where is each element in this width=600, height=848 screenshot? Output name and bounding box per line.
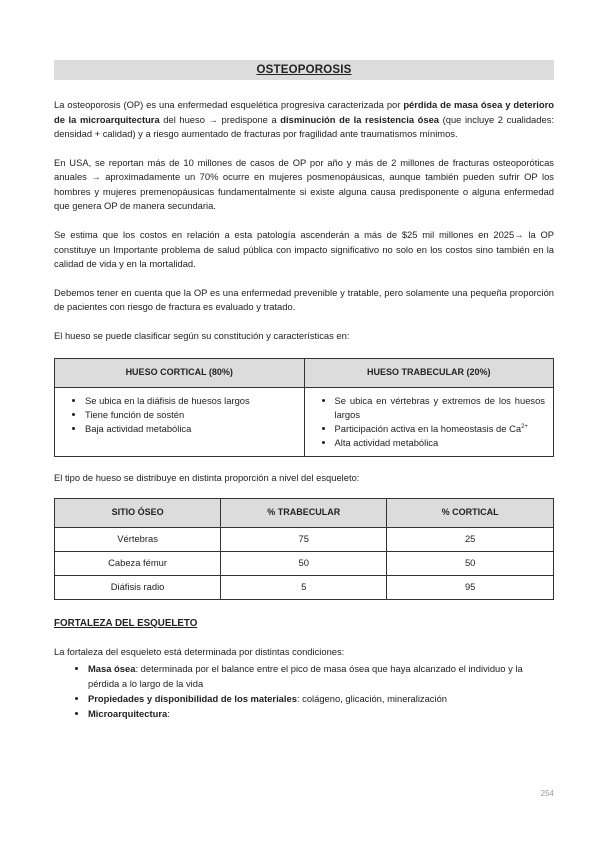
paragraph-distribution: El tipo de hueso se distribuye en distinta proporción a nivel del esqueleto:: [54, 471, 360, 483]
table-header: % CORTICAL: [387, 498, 554, 527]
table-header: SITIO ÓSEO: [55, 498, 221, 527]
table-row: Diáfisis radio 5 95: [55, 575, 554, 599]
list-item: • Tiene función de sostén: [85, 408, 296, 422]
table-row: Cabeza fémur 50 50: [55, 551, 554, 575]
list-item: • Participación activa en la homeostasis de $Ca^{2+}$: [335, 422, 546, 436]
table-header-cortical: HUESO CORTICAL (80%): [55, 358, 305, 387]
list-item: • Se ubica en vértebras y extremos de los huesos largos: [335, 394, 546, 422]
paragraph-definition: La osteoporosis (OP) es una enfermedad esquelética progresiva caracterizada por pérdida de masa ósea y deterioro de la microarquitectura del hueso → predispone a disminución de la resistencia ósea (que incluye 2 cualidades: densidad + calidad) y a riesgo aumentado de fracturas por fragilidad ante traumatismos mínimos.: [54, 99, 554, 140]
title-bar: [54, 60, 554, 80]
paragraph-strength: La fortaleza del esqueleto está determinada por distintas condiciones:: [54, 645, 345, 657]
paragraph-classification: El hueso se puede clasificar según su constitución y características en:: [54, 329, 350, 341]
list-item: • Se ubica en la diáfisis de huesos largos: [85, 394, 296, 408]
table-header-trabecular: HUESO TRABECULAR (20%): [304, 358, 554, 387]
list-item: • Masa ósea: determinada por el balance entre el pico de masa ósea que haya alcanzado el individuo y la pérdida a lo largo de la vida: [88, 661, 554, 691]
strength-list: [54, 661, 554, 721]
paragraph-epidemiology: En USA, se reportan más de 10 millones de casos de OP por año y más de 2 millones de fracturas osteoporóticas anuales → aproximadamente un 70% ocurre en mujeres posmenopáusicas, aunque también pueden sufrir OP los hombres y mujeres premenopáusicas fundamentalmente si existe alguna causa predisponente o alguna enfermedad que genera OP de manera secundaria.: [54, 156, 554, 212]
paragraph-costs: Se estima que los costos en relación a esta patología ascenderán a más de $25 mil millones en 2025→ la OP constituye un Importante problema de salud pública con impacto significativo no solo en los costos sino también en la calidad de vida y en la mortalidad.: [54, 229, 554, 270]
list-item: • Microarquitectura:: [88, 706, 554, 721]
list-item: • Baja actividad metabólica: [85, 422, 296, 436]
document-page: [54, 60, 554, 721]
list-item: • Propiedades y disponibilidad de los materiales: colágeno, glicación, mineralización: [88, 691, 554, 706]
paragraph-prevention: Debemos tener en cuenta que la OP es una enfermedad prevenible y tratable, pero solamente una pequeña proporción de pacientes con riesgo de fractura es evaluado y tratado.: [54, 286, 554, 313]
trabecular-cell: [304, 387, 554, 456]
table-row: Vértebras 75 25: [55, 527, 554, 551]
section-heading: FORTALEZA DEL ESQUELETO: [54, 617, 198, 629]
page-title: OSTEOPOROSIS: [256, 64, 352, 76]
page-number: 254: [540, 789, 554, 798]
bone-site-table: [54, 498, 554, 600]
list-item: • Alta actividad metabólica: [335, 436, 546, 450]
cortical-cell: [55, 387, 305, 456]
bone-type-table: [54, 358, 554, 457]
table-header: % TRABECULAR: [221, 498, 387, 527]
